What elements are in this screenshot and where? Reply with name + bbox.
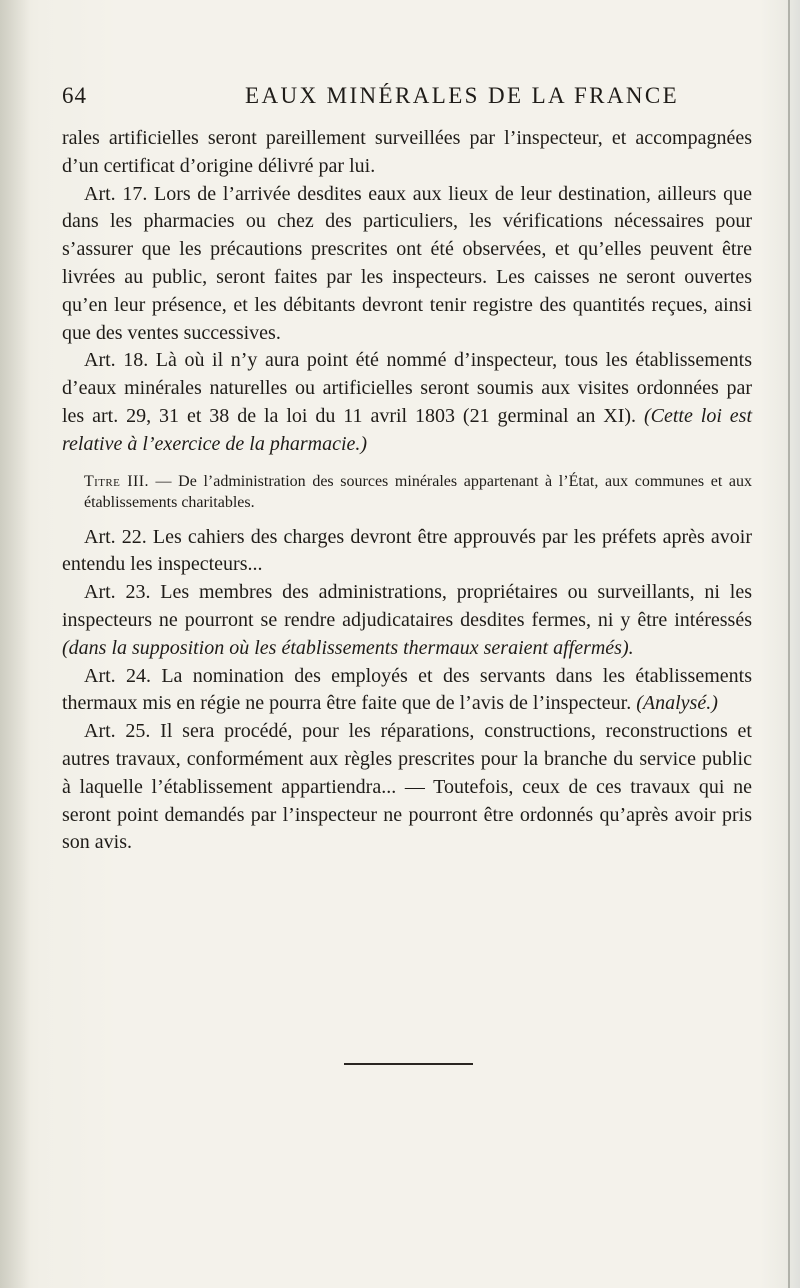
page-gutter-shadow xyxy=(0,0,30,1288)
art-23-text: Art. 23. Les membres des administrations, propriétaires ou surveillants, ni les inspecteurs ne pourront se rendre adjudicataires desdites fermes, ni y être intéressés xyxy=(62,581,752,631)
page-body xyxy=(62,125,752,857)
section-title-label: Titre III. xyxy=(84,472,149,490)
page-header xyxy=(62,83,752,117)
art-24-text: Art. 24. La nomination des employés et des servants dans les établissements thermaux mis en régie ne pourra être faite que de l’avis de l’inspecteur. xyxy=(62,664,752,715)
page-edge-line xyxy=(788,0,790,1288)
paragraph-art-24 xyxy=(62,663,752,719)
paragraph-art-22: Art. 22. Les cahiers des charges devront être approuvés par les préfets après avoir entendu les inspecteurs... xyxy=(62,525,752,576)
paragraph-art-18 xyxy=(62,347,752,458)
paragraph-art-23 xyxy=(62,579,752,662)
section-end-rule xyxy=(344,1063,473,1065)
art-18-text: Art. 18. Là où il n’y aura point été nommé d’inspecteur, tous les établissements d’eaux minérales naturelles ou artificielles seront soumis aux visites ordonnées par les art. 29, 31 et 38 de la loi du 11 avril 1803 (21 germinal an XI). xyxy=(62,349,752,427)
paragraph-art-17: Art. 17. Lors de l’arrivée desdites eaux aux lieux de leur destination, ailleurs que dans les pharmacies ou chez des particuliers, les vérifications nécessaires pour s’assurer que les précautions prescrites ont été observées, et qu’elles peuvent être livrées au public, seront faites par les inspecteurs. Les caisses ne seront ouvertes qu’en leur présence, et les débitants devront tenir registre des quantités reçues, ainsi que des ventes successives. xyxy=(62,182,752,344)
paragraph-continuation: rales artificielles seront pareillement surveillées par l’inspecteur, et accompagnées d’un certificat d’origine délivré par lui. xyxy=(62,127,752,177)
paragraph-art-25: Art. 25. Il sera procédé, pour les réparations, constructions, reconstructions et autres travaux, conformément aux règles prescrites pour la branche du service public à laquelle l’établissement appartiendra... — Toutefois, ceux de ces travaux qui ne seront point demandés par l’inspecteur ne pourront être ordonnés qu’après avoir pris son avis. xyxy=(62,720,752,854)
art-23-note: (dans la supposition où les établissements thermaux seraient affermés). xyxy=(62,636,634,659)
section-title-iii xyxy=(62,471,752,513)
section-title-text: — De l’administration des sources minérales appartenant à l’État, aux communes et aux établissements charitables. xyxy=(84,472,753,511)
running-title: EAUX MINÉRALES DE LA FRANCE xyxy=(245,83,680,108)
page-number: 64 xyxy=(62,83,87,108)
art-18-note: (Cette loi est relative à l’exercice de la pharmacie.) xyxy=(62,404,753,455)
art-24-note: (Analysé.) xyxy=(636,692,718,715)
